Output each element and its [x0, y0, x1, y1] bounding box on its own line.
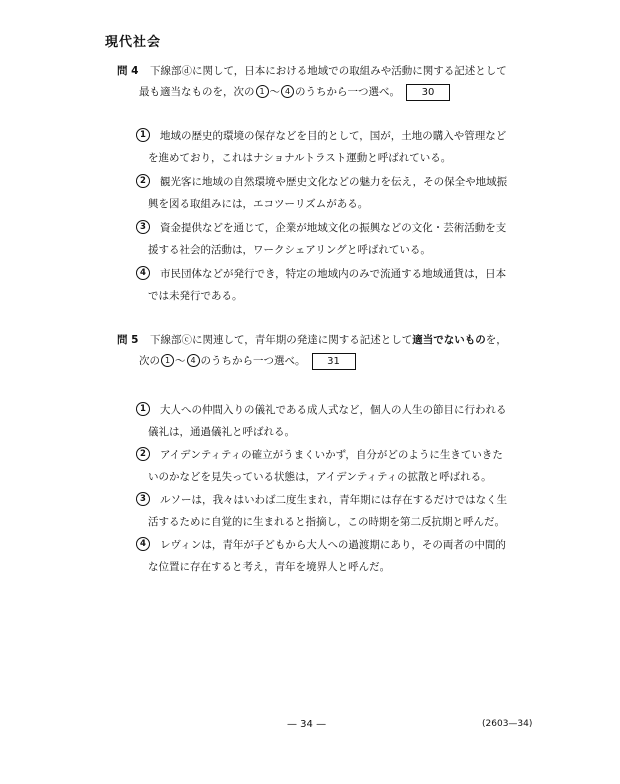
page-code: (2603—34) [482, 719, 533, 729]
option-text-line1: 大人への仲間入りの儀礼である成人式など，個人の人生の節目に行われる [160, 404, 507, 416]
range-separator: ～ [269, 86, 280, 98]
q4-option-4[interactable] [136, 263, 541, 307]
question-5-label: 問 5 [117, 334, 139, 346]
option-number: 2 [136, 447, 150, 461]
question-5-text-line1 [150, 330, 507, 351]
q4-option-2[interactable] [136, 171, 541, 215]
option-text-line1: 観光客に地域の自然環境や歴史文化などの魅力を伝え，その保全や地域振 [160, 176, 508, 188]
question-4 [117, 61, 547, 105]
question-5-line1-start: 下線部ⓒに関連して，青年期の発達に関する記述として [150, 334, 413, 346]
q5-option-4[interactable] [136, 534, 541, 578]
option-number: 1 [136, 128, 150, 142]
option-number: 4 [136, 537, 150, 551]
option-number: 3 [136, 492, 150, 506]
question-5-line2-end: のうちから一つ選べ。 [200, 355, 306, 367]
option-text-line1: 資金提供などを通じて，企業が地域文化の振興などの文化・芸術活動を支 [160, 222, 507, 234]
page-number: — 34 — [287, 719, 327, 730]
q4-option-3[interactable] [136, 217, 541, 261]
option-text-line2: いのかなどを見失っている状態は，アイデンティティの拡散と呼ばれる。 [148, 471, 492, 483]
question-4-text-line1: 下線部ⓓに関して，日本における地域での取組みや活動に関する記述として [150, 65, 507, 77]
q5-option-2[interactable] [136, 444, 541, 488]
option-number: 4 [136, 266, 150, 280]
range-end-number: 4 [281, 85, 294, 98]
option-text-line1: 市民団体などが発行でき，特定の地域内のみで流通する地域通貨は，日本 [160, 268, 507, 280]
question-5-line2-start: 次の [139, 355, 160, 367]
question-4-line2-start: 最も適当なものを，次の [139, 86, 255, 98]
option-text-line1: アイデンティティの確立がうまくいかず，自分がどのように生きていきた [160, 449, 503, 461]
option-number: 3 [136, 220, 150, 234]
q5-option-1[interactable] [136, 399, 541, 443]
range-start-number: 1 [256, 85, 269, 98]
option-text-line1: ルソーは，我々はいわば二度生まれ，青年期には存在するだけではなく生 [160, 494, 508, 506]
option-text-line1: レヴィンは，青年が子どもから大人への過渡期にあり，その両者の中間的 [160, 539, 506, 551]
answer-box-30[interactable]: 30 [406, 84, 450, 101]
option-text-line2: 援する社会的活動は，ワークシェアリングと呼ばれている。 [148, 244, 431, 256]
emphasis-not-appropriate: 適当でないもの [412, 334, 486, 346]
option-number: 2 [136, 174, 150, 188]
question-4-text-line2 [139, 82, 450, 103]
answer-box-31[interactable]: 31 [312, 353, 356, 370]
question-4-label: 問 4 [117, 65, 139, 77]
question-5 [117, 330, 547, 374]
range-start-number: 1 [161, 354, 174, 367]
subject-title: 現代社会 [105, 35, 162, 50]
q4-option-1[interactable] [136, 125, 541, 169]
question-5-line1-end: を， [485, 334, 507, 346]
option-text-line2: な位置に存在すると考え，青年を境界人と呼んだ。 [148, 561, 391, 573]
question-4-line2-end: のうちから一つ選べ。 [295, 86, 400, 98]
option-number: 1 [136, 402, 150, 416]
range-separator: ～ [175, 355, 186, 367]
option-text-line1: 地域の歴史的環境の保存などを目的として，国が，土地の購入や管理など [160, 130, 507, 142]
range-end-number: 4 [187, 354, 200, 367]
q5-option-3[interactable] [136, 489, 541, 533]
option-text-line2: 儀礼は，通過儀礼と呼ばれる。 [148, 426, 295, 438]
option-text-line2: では未発行である。 [148, 290, 243, 302]
question-5-text-line2 [139, 351, 356, 372]
option-text-line2: を進めており，これはナショナルトラスト運動と呼ばれている。 [148, 152, 452, 164]
option-text-line2: 興を図る取組みには，エコツーリズムがある。 [148, 198, 369, 210]
option-text-line2: 活するために自覚的に生まれると指摘し，この時期を第二反抗期と呼んだ。 [148, 516, 505, 528]
